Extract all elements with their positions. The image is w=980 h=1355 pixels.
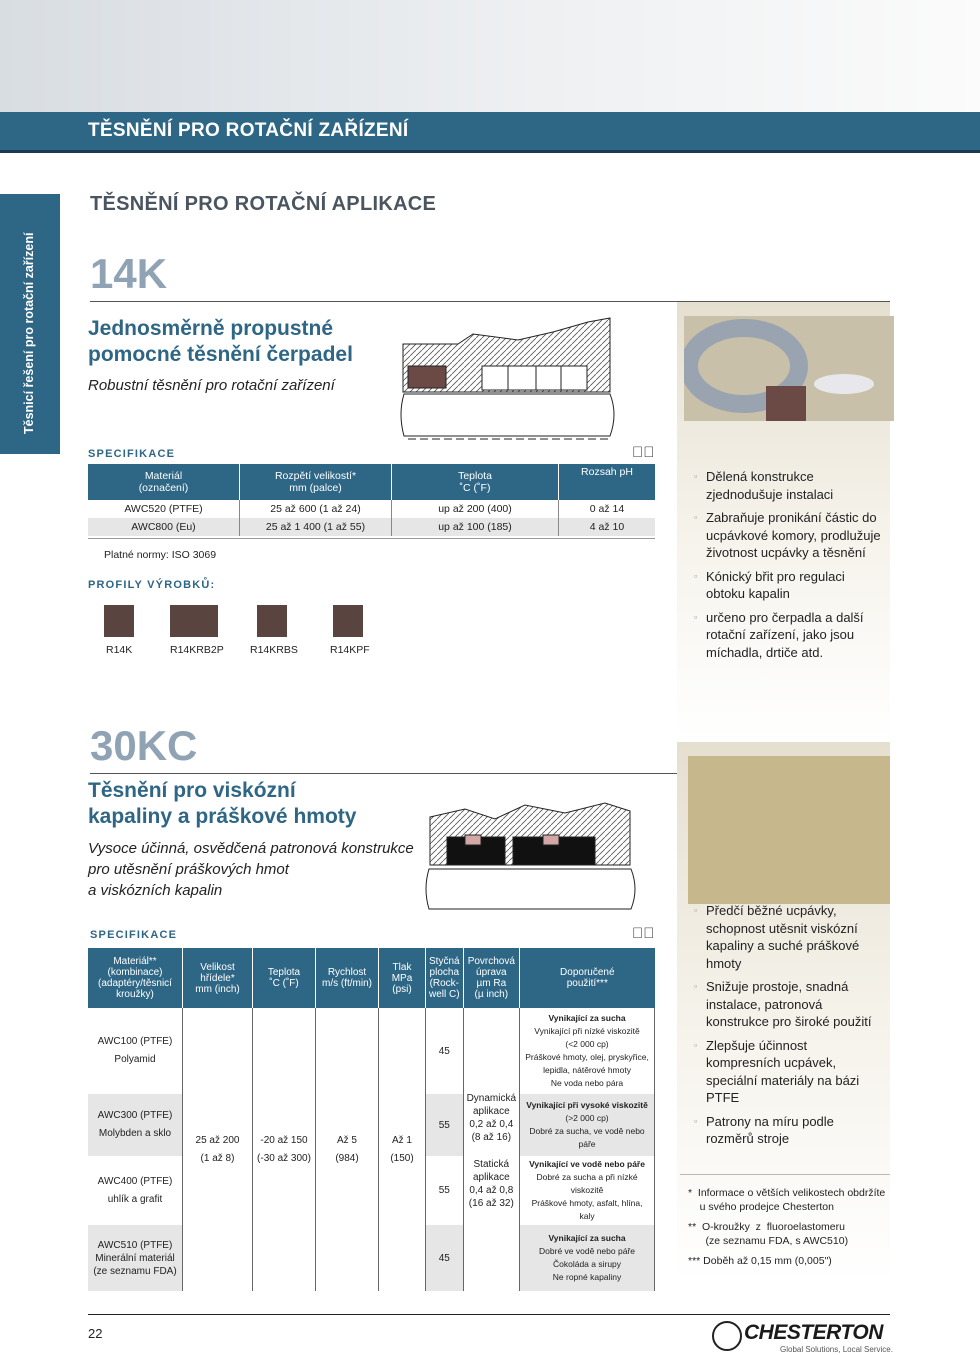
cell: 45	[426, 1225, 464, 1291]
brand-tagline: Global Solutions, Local Service.	[780, 1345, 893, 1354]
norms: Platné normy: ISO 3069	[104, 549, 217, 561]
spec-table-30kc	[88, 948, 655, 1291]
spec-label-14k: SPECIFIKACE	[88, 448, 176, 460]
notes-divider	[680, 1174, 890, 1175]
cell	[520, 1225, 655, 1291]
title-line-1: Jednosměrně propustné	[88, 317, 334, 340]
refresh-icon: ⊃⃝	[632, 925, 655, 942]
cell: Až 1 (150)	[379, 1008, 426, 1291]
bullet: ▫ Patrony na míru podle rozměrů stroje	[694, 1113, 884, 1148]
table-row	[88, 1008, 655, 1094]
profile-r14k-image	[104, 605, 134, 637]
col-header: Rozsah pH	[559, 464, 656, 500]
use-text: Dobré za sucha a při nízké viskozitě Práškové hmoty, asfalt, hlína, kaly	[531, 1172, 643, 1221]
bullets-14k	[694, 468, 884, 667]
cell: Dynamická aplikace 0,2 až 0,4 (8 až 16)	[463, 1008, 519, 1156]
table-bottom-rule	[88, 538, 655, 539]
subtitle-line: Vysoce účinná, osvědčená patronová konstrukce	[88, 840, 414, 857]
cell: AWC510 (PTFE) Minerální materiál (ze seznamu FDA)	[88, 1225, 183, 1291]
cell: 4 až 10	[559, 518, 656, 536]
side-tab	[0, 194, 60, 454]
footnote: ** O-kroužky z fluoroelastomeru (ze seznamu FDA, s AWC510)	[688, 1221, 849, 1247]
footnote: * Informace o větších velikostech obdržíte u svého prodejce Chesterton	[688, 1187, 886, 1213]
use-title: Vynikající ve vodě nebo páře	[529, 1159, 645, 1169]
cell: 0 až 14	[589, 503, 625, 515]
product-title-30kc	[88, 778, 356, 830]
profile-label: R14K	[106, 644, 133, 656]
title-line-2: pomocné těsnění čerpadel	[88, 343, 353, 366]
cell: AWC800 (Eu)	[88, 518, 240, 536]
cell: AWC520 (PTFE)	[88, 500, 240, 518]
cell	[520, 1156, 655, 1225]
col-header: Tlak MPa (psi)	[379, 948, 426, 1008]
profile-label: R14KPF	[330, 644, 370, 656]
product-code-14k: 14K	[90, 250, 168, 297]
col-header: Materiál** (kombinace) (adaptéry/těsnicí kroužky)	[88, 948, 183, 1008]
subtitle-line: pro utěsnění práškových hmot	[88, 861, 289, 878]
bullet: ▫ Snižuje prostoje, snadná instalace, patronová konstrukce pro široké použití	[694, 978, 884, 1031]
profile-r14kpf-image	[333, 605, 363, 637]
cell	[520, 1094, 655, 1156]
col-header: Teplota ˚C (˚F)	[253, 948, 316, 1008]
col-header: Doporučené použití***	[520, 948, 655, 1008]
subtitle-line: a viskózních kapalin	[88, 882, 223, 899]
use-text: Dobré ve vodě nebo páře Čokoláda a sirupy Ne ropné kapaliny	[539, 1246, 635, 1282]
product-title-14k	[88, 316, 353, 368]
refresh-icon: ⊃⃝	[632, 444, 655, 461]
footnotes	[688, 1186, 893, 1268]
col-header: Rozpětí velikostí* mm (palce)	[240, 464, 392, 500]
cell: 55	[426, 1156, 464, 1225]
globe-logo-icon	[712, 1321, 742, 1351]
product-photo-30kc	[688, 756, 890, 904]
cell: 55	[426, 1094, 464, 1156]
banner-title: TĚSNĚNÍ PRO ROTAČNÍ ZAŘÍZENÍ	[88, 120, 409, 141]
seal-drawing-30kc	[425, 795, 640, 917]
profile-label: R14KRBS	[250, 644, 298, 656]
cell: 25 až 1 400 (1 až 55)	[240, 518, 392, 536]
seal-drawing-14k	[398, 314, 623, 442]
footnote: *** Doběh až 0,15 mm (0,005")	[688, 1255, 832, 1267]
cell: up až 200 (400)	[392, 500, 559, 518]
bullet: ▫ Kónický břit pro regulaci obtoku kapalin	[694, 568, 884, 603]
cell: 25 až 200 (1 až 8)	[183, 1008, 253, 1291]
bullet: ▫ Zlepšuje účinnost kompresních ucpávek, speciální materiály na bázi PTFE	[694, 1037, 884, 1107]
cell: up až 100 (185)	[392, 518, 559, 536]
page-number: 22	[88, 1326, 103, 1341]
use-title: Vynikající za sucha	[548, 1233, 626, 1243]
cell: Statická aplikace 0,4 až 0,8 (16 až 32)	[463, 1156, 519, 1291]
cell: AWC300 (PTFE) Molybden a sklo	[88, 1094, 183, 1156]
product-subtitle-14k: Robustní těsnění pro rotační zařízení	[88, 377, 335, 394]
cell: AWC100 (PTFE) Polyamid	[88, 1008, 183, 1094]
section-title: TĚSNĚNÍ PRO ROTAČNÍ APLIKACE	[90, 193, 437, 215]
col-header: Velikost hřídele* mm (inch)	[183, 948, 253, 1008]
bullet: ▫ určeno pro čerpadla a další rotační zařízení, jako jsou míchadla, drtiče atd.	[694, 609, 884, 662]
cell: AWC400 (PTFE) uhlík a grafit	[88, 1156, 183, 1225]
top-banner	[0, 112, 980, 153]
cell: 45	[426, 1008, 464, 1094]
profile-r14krbs-image	[257, 605, 287, 637]
use-title: Vynikající při vysoké viskozitě	[526, 1100, 648, 1110]
bullet: ▫ Dělená konstrukce zjednodušuje instalaci	[694, 468, 884, 503]
header-gradient	[0, 0, 980, 112]
cell: Až 5 (984)	[316, 1008, 379, 1291]
use-title: Vynikající za sucha	[548, 1013, 626, 1023]
col-header: Rychlost m/s (ft/min)	[316, 948, 379, 1008]
col-header: Materiál (označení)	[88, 464, 240, 500]
spec-label-30kc: SPECIFIKACE	[90, 929, 178, 941]
use-text: (>2 000 cp) Dobré za sucha, ve vodě nebo páře	[529, 1113, 645, 1149]
title-line-2: kapaliny a práškové hmoty	[88, 805, 357, 828]
title-line-1: Těsnění pro viskózní	[88, 779, 296, 802]
table-row	[88, 500, 655, 518]
spec-table-14k	[88, 464, 655, 536]
table-row	[88, 518, 655, 536]
col-header: Styčná plocha (Rock- well C)	[426, 948, 464, 1008]
cell: 25 až 600 (1 až 24)	[240, 500, 392, 518]
bullet: ▫ Předčí běžné ucpávky, schopnost utěsnit viskózní kapaliny a suché práškové hmoty	[694, 902, 884, 972]
product-code-30kc: 30KC	[90, 722, 198, 769]
side-tab-label: Těsnicí řešení pro rotační zařízení	[22, 232, 36, 434]
profile-label: R14KRB2P	[170, 644, 224, 656]
product-subtitle-30kc	[88, 838, 414, 901]
bullets-30kc	[694, 902, 884, 1154]
brand-logo: CHESTERTON	[744, 1321, 883, 1344]
cell: -20 až 150 (-30 až 300)	[253, 1008, 316, 1291]
use-text: Vynikající při nízké viskozitě (<2 000 cp) Práškové hmoty, olej, pryskyřice, lepidla, nátěrové hmoty Ne voda nebo pára	[525, 1026, 649, 1088]
product-photo-14k	[684, 316, 894, 421]
bullet: ▫ Zabraňuje pronikání částic do ucpávkové komory, prodlužuje životnost ucpávky a těsnění	[694, 509, 884, 562]
profiles-label: PROFILY VÝROBKŮ:	[88, 579, 216, 591]
profile-r14krb2p-image	[170, 605, 218, 637]
col-header: Teplota ˚C (˚F)	[392, 464, 559, 500]
col-header: Povrchová úprava µm Ra (µ inch)	[463, 948, 519, 1008]
footer-rule	[88, 1314, 890, 1315]
cell	[520, 1008, 655, 1094]
